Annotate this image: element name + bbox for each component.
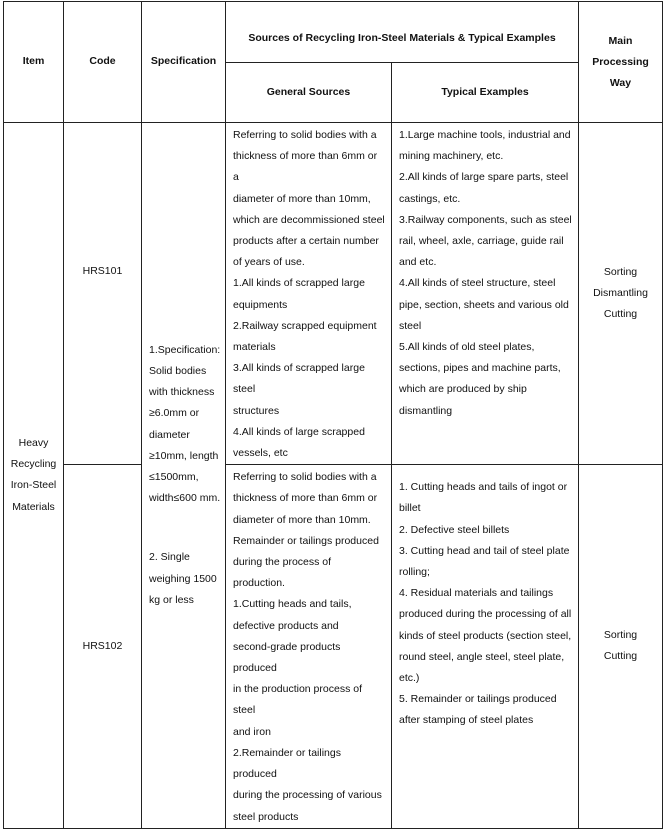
general-line: 2.Railway scrapped equipment	[233, 319, 377, 332]
spec-line: kg or less	[149, 593, 194, 606]
typical-line: etc.)	[399, 672, 420, 685]
general-line: second-grade products produced	[233, 640, 341, 675]
general-line: Referring to solid bodies with a	[233, 129, 377, 141]
header-row-top	[4, 2, 663, 63]
processing-cell	[579, 465, 663, 828]
typical-line: billet	[399, 502, 421, 515]
typical-line: 5. Remainder or tailings produced	[399, 693, 557, 706]
general-line: structures	[233, 404, 280, 417]
table-row	[4, 465, 663, 828]
general-line: thickness of more than 6mm or	[233, 492, 378, 505]
recycling-materials-table	[3, 1, 663, 829]
general-line: 1.All kinds of scrapped large	[233, 277, 365, 290]
general-line: defective products and	[233, 619, 339, 632]
general-line: 1.Cutting heads and tails,	[233, 598, 352, 611]
code-cell: HRS101	[64, 123, 142, 465]
processing-step: Cutting	[603, 650, 638, 663]
typical-line: 4.All kinds of steel structure, steel	[399, 277, 556, 290]
typical-line: dismantling	[399, 404, 453, 417]
item-name-line: Recycling	[10, 458, 57, 471]
typical-line: 2.All kinds of large spare parts, steel	[399, 171, 569, 184]
typical-line: sections, pipes and machine parts,	[399, 362, 561, 375]
header-main-processing-line: Main	[608, 34, 633, 47]
item-name-line: Heavy	[18, 436, 49, 449]
general-line: equipments	[233, 298, 288, 311]
typical-line: 1.Large machine tools, industrial and	[399, 129, 571, 141]
typical-line: and etc.	[399, 256, 437, 269]
general-line: of years of use.	[233, 256, 305, 269]
header-item: Item	[4, 2, 64, 123]
item-name-line: Iron-Steel	[10, 479, 57, 492]
processing-step: Sorting	[603, 629, 638, 642]
header-main-processing-way	[579, 2, 663, 123]
header-sources-title: Sources of Recycling Iron-Steel Materials & Typical Examples	[226, 2, 579, 63]
general-line: and iron	[233, 725, 271, 738]
typical-examples-cell	[392, 123, 579, 465]
typical-line: after stamping of steel plates	[399, 714, 534, 727]
general-line: vessels, etc	[233, 447, 288, 460]
header-general-sources: General Sources	[226, 63, 392, 123]
typical-line: 4. Residual materials and tailings	[399, 587, 554, 600]
spec-line: diameter	[149, 428, 190, 441]
typical-line: 3.Railway components, such as steel	[399, 213, 572, 226]
general-line: which are decommissioned steel	[233, 213, 385, 226]
spec-line: with thickness	[149, 386, 215, 399]
typical-line: 3. Cutting head and tail of steel plate	[399, 544, 570, 557]
general-line: materials	[233, 341, 276, 354]
header-code: Code	[64, 2, 142, 123]
code-cell: HRS102	[64, 465, 142, 828]
header-main-processing-line: Way	[609, 76, 632, 89]
spec-line: ≤1500mm,	[149, 470, 199, 483]
general-line: 3.All kinds of scrapped large steel	[233, 362, 365, 396]
typical-line: kinds of steel products (section steel,	[399, 629, 572, 642]
general-line: Remainder or tailings produced	[233, 534, 379, 547]
table-row	[4, 123, 663, 465]
typical-line: produced during the processing of all	[399, 608, 572, 621]
processing-step: Dismantling	[593, 287, 648, 300]
typical-line: rolling;	[399, 566, 430, 579]
typical-line: round steel, angle steel, steel plate,	[399, 650, 565, 663]
processing-step: Cutting	[603, 308, 638, 321]
processing-step: Sorting	[603, 265, 638, 278]
typical-line: pipe, section, sheets and various old	[399, 298, 569, 311]
general-line: during the processing of various	[233, 789, 382, 802]
header-specification: Specification	[142, 2, 226, 123]
spec-line: width≤600 mm.	[149, 492, 221, 505]
general-line: during the process of production.	[233, 556, 332, 590]
general-line: 4.All kinds of large scrapped	[233, 425, 365, 438]
item-name-line: Materials	[12, 500, 55, 513]
specification-cell	[142, 123, 226, 829]
general-line: in the production process of steel	[233, 683, 362, 717]
typical-line: mining machinery, etc.	[399, 150, 504, 163]
general-line: diameter of more than 10mm.	[233, 513, 371, 526]
header-main-processing-line: Processing	[592, 55, 649, 68]
typical-line: 2. Defective steel billets	[399, 523, 510, 536]
typical-line: 5.All kinds of old steel plates,	[399, 341, 535, 354]
spec-line: ≥10mm, length	[149, 449, 219, 462]
general-sources-cell	[226, 123, 392, 465]
typical-line: 1. Cutting heads and tails of ingot or	[399, 481, 568, 494]
general-line: 2.Remainder or tailings produced	[233, 746, 341, 781]
typical-line: rail, wheel, axle, carriage, guide rail	[399, 235, 564, 248]
spec-line: Solid bodies	[149, 364, 207, 377]
general-line: thickness of more than 6mm or a	[233, 150, 378, 184]
typical-line: which are produced by ship	[399, 383, 527, 396]
spec-spacer	[149, 509, 221, 547]
spec-line: 1.Specification:	[149, 343, 221, 356]
general-line: products after a certain number	[233, 235, 379, 248]
typical-line: steel	[399, 319, 422, 332]
spec-line: 2. Single	[149, 551, 190, 564]
typical-examples-cell	[392, 465, 579, 828]
typical-line: castings, etc.	[399, 192, 461, 205]
general-line: diameter of more than 10mm,	[233, 192, 371, 205]
processing-cell	[579, 123, 663, 465]
general-line: steel products	[233, 810, 299, 823]
item-cell	[4, 123, 64, 829]
general-line: Referring to solid bodies with a	[233, 471, 377, 484]
spec-line: weighing 1500	[149, 572, 217, 585]
header-typical-examples: Typical Examples	[392, 63, 579, 123]
spec-line: ≥6.0mm or	[149, 407, 200, 420]
general-sources-cell	[226, 465, 392, 828]
